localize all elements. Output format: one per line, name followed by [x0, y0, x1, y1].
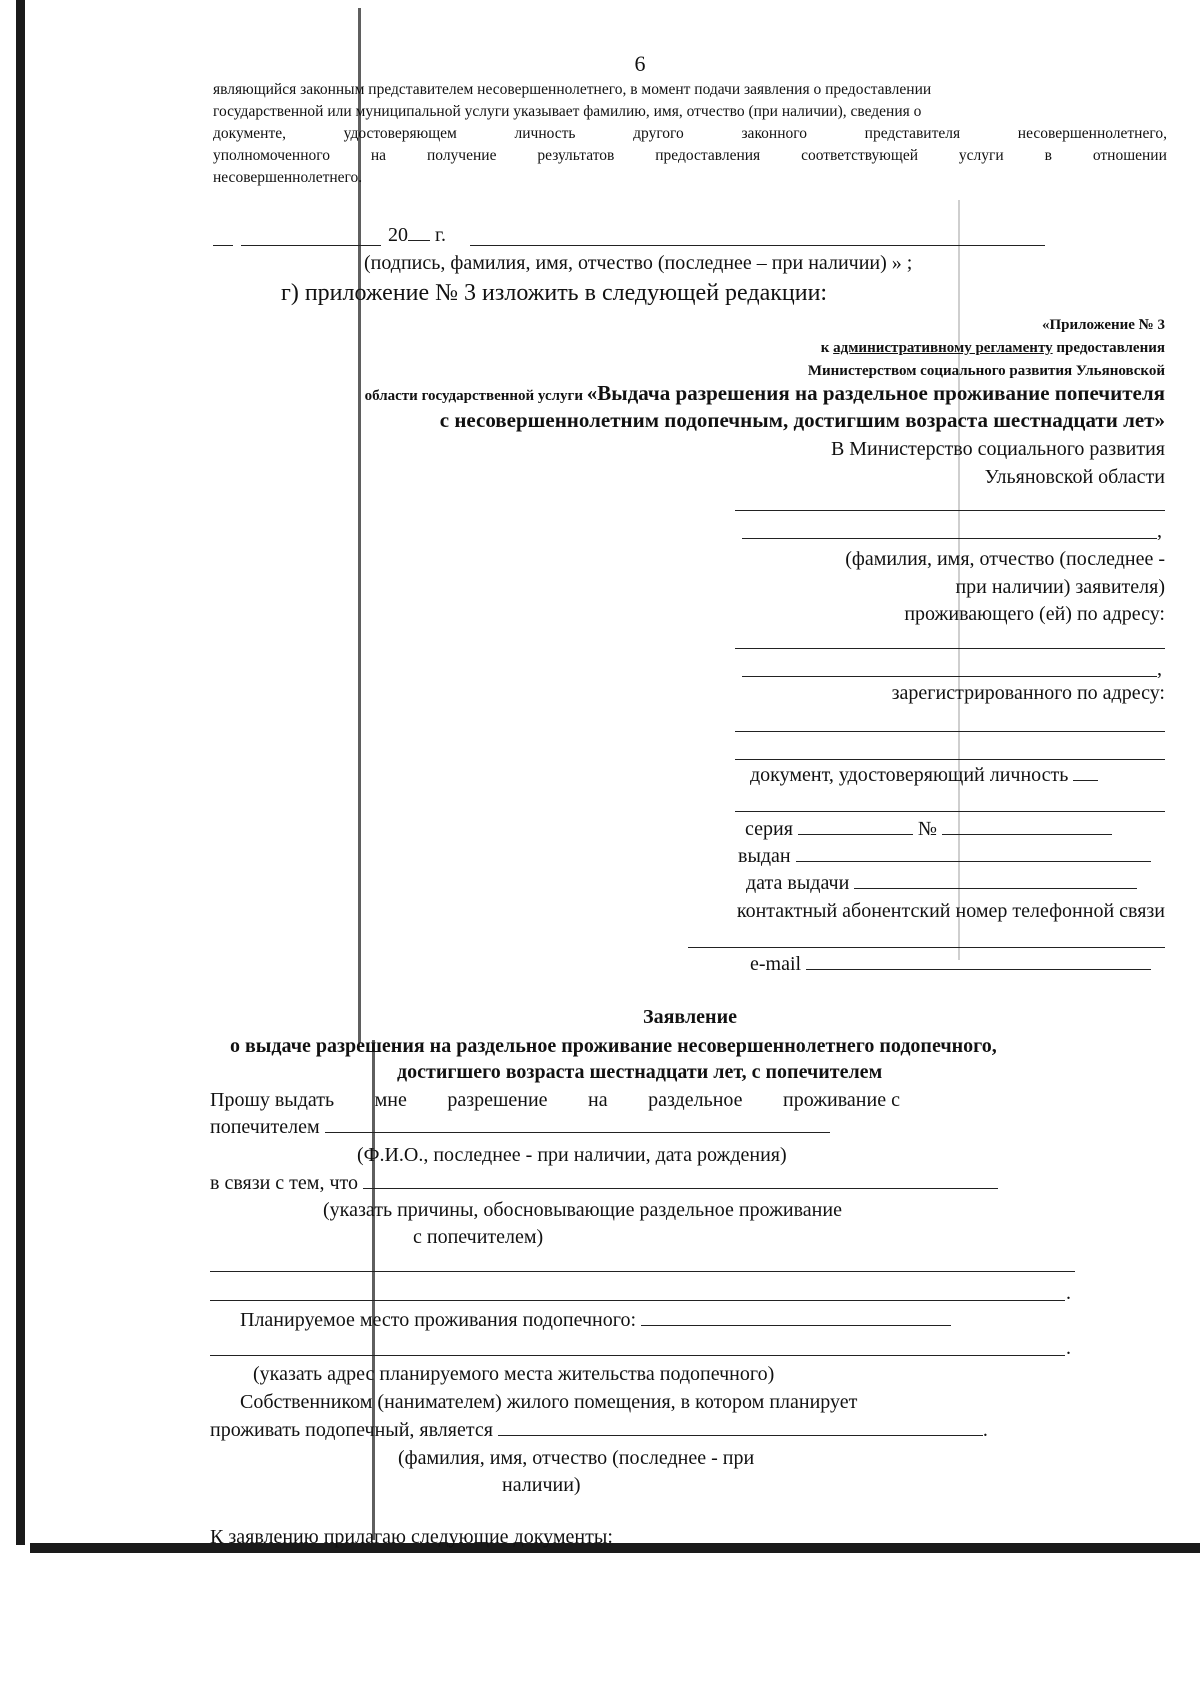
planned-place-row: Планируемое место проживания подопечного: — [240, 1307, 951, 1334]
signature-year: 20 г. — [388, 224, 446, 246]
comma-2: , — [1157, 658, 1162, 680]
comma-1: , — [1157, 520, 1162, 542]
reason-caption-1: (указать причины, обосновывающие раздельное проживание — [323, 1199, 842, 1221]
id-document-label: документ, удостоверяющий личность — [750, 762, 1098, 789]
registered-label: зарегистрированного по адресу: — [891, 682, 1165, 704]
scan-bottom-edge — [30, 1543, 1200, 1553]
phone-line — [688, 947, 1165, 948]
residing-label: проживающего (ей) по адресу: — [904, 603, 1165, 625]
intro-word: законного — [741, 125, 807, 142]
appendix-service-name-cont: с несовершеннолетним подопечным, достигшим возраста шестнадцати лет» — [439, 408, 1165, 432]
planned-place-line — [210, 1355, 1065, 1356]
request-line — [210, 1087, 900, 1114]
owner-line: Собственником (нанимателем) жилого помещения, в котором планирует — [240, 1391, 858, 1413]
request-word: проживание с — [783, 1089, 900, 1111]
statement-title: Заявление — [643, 1006, 737, 1028]
intro-word: соответствующей — [801, 147, 918, 164]
intro-word: являющийся законным представителем несовершеннолетнего, в момент подачи заявления о предоставлении — [213, 81, 932, 98]
intro-word: услуги — [958, 147, 1004, 164]
intro-word: в — [1044, 147, 1052, 164]
id-document-line — [735, 811, 1165, 812]
applicant-caption-2: при наличии) заявителя) — [955, 576, 1165, 598]
intro-word: личность — [514, 125, 576, 142]
request-word: Прошу выдать — [210, 1089, 335, 1111]
intro-line — [213, 123, 1167, 145]
recipient-ministry: В Министерство социального развития — [830, 438, 1165, 460]
signature-blank-month — [241, 245, 381, 246]
guardian-caption: (Ф.И.О., последнее - при наличии, дата рождения) — [357, 1144, 787, 1166]
appendix-regulation: к административному регламенту предоставления — [820, 340, 1165, 356]
guardian-row: попечителем — [210, 1114, 830, 1141]
intro-line — [213, 167, 1167, 189]
intro-word: на — [370, 147, 387, 164]
request-word: на — [588, 1089, 608, 1111]
attachments-label: К заявлению прилагаю следующие документы: — [210, 1526, 613, 1548]
intro-line — [213, 145, 1167, 167]
registered-line-2 — [735, 759, 1165, 760]
intro-word: государственной или муниципальной услуги указывает фамилию, имя, отчество (при наличии), сведения о — [213, 103, 922, 120]
intro-line — [213, 101, 1167, 123]
planned-caption: (указать адрес планируемого места жительства подопечного) — [253, 1363, 775, 1385]
statement-subtitle-1: о выдаче разрешения на раздельное проживание несовершеннолетнего подопечного, — [230, 1035, 997, 1057]
intro-word: предоставления — [655, 147, 761, 164]
signature-blank-day — [213, 245, 233, 246]
signature-blank-name — [470, 245, 1045, 246]
registered-line-1 — [735, 731, 1165, 732]
page-number: 6 — [634, 51, 646, 76]
email-row: e-mail — [750, 951, 1151, 978]
phone-label: контактный абонентский номер телефонной связи — [736, 900, 1165, 922]
period-2: . — [1066, 1337, 1071, 1359]
appendix-title: «Приложение № 3 — [1041, 317, 1165, 333]
recipient-region: Ульяновской области — [984, 466, 1165, 488]
intro-word: несовершеннолетнего. — [213, 169, 363, 186]
reason-line-2 — [210, 1300, 1065, 1301]
request-word: раздельное — [648, 1089, 743, 1111]
owner-row: проживать подопечный, является . — [210, 1419, 988, 1441]
intro-word: результатов — [537, 147, 615, 164]
issue-date-row: дата выдачи — [746, 870, 1137, 897]
statement-subtitle-2: достигшего возраста шестнадцати лет, с попечителем — [397, 1061, 883, 1083]
intro-word: документе, — [213, 125, 287, 142]
applicant-caption-1: (фамилия, имя, отчество (последнее - — [845, 548, 1165, 570]
intro-word: представителя — [864, 125, 961, 142]
applicant-name-line-1 — [735, 510, 1165, 511]
reason-line-1 — [210, 1271, 1075, 1272]
intro-word: другого — [633, 125, 684, 142]
residing-line-2 — [742, 676, 1157, 677]
reason-caption-2: с попечителем) — [413, 1226, 544, 1248]
reason-row: в связи с тем, что — [210, 1170, 998, 1197]
period-1: . — [1066, 1282, 1071, 1304]
scan-left-edge — [16, 0, 25, 1545]
appendix-service-name: области государственной услуги «Выдача разрешения на раздельное проживание попечителя — [364, 381, 1165, 405]
intro-line — [213, 79, 1167, 101]
issued-row: выдан — [738, 843, 1151, 870]
request-word: мне — [374, 1089, 407, 1111]
intro-word: несовершеннолетнего, — [1017, 125, 1167, 142]
appendix-ministry: Министерством социального развития Ульяновской — [807, 363, 1165, 379]
intro-word: удостоверяющем — [343, 125, 457, 142]
intro-paragraph — [213, 79, 1167, 189]
residing-line-1 — [735, 648, 1165, 649]
request-word: разрешение — [447, 1089, 548, 1111]
series-row: серия № — [745, 816, 1112, 843]
intro-word: уполномоченного — [213, 147, 330, 164]
owner-caption-2: наличии) — [502, 1474, 581, 1496]
signature-caption: (подпись, фамилия, имя, отчество (последнее – при наличии) » ; — [364, 252, 913, 274]
amendment-line: г) приложение № 3 изложить в следующей редакции: — [281, 280, 828, 306]
owner-caption-1: (фамилия, имя, отчество (последнее - при — [398, 1447, 755, 1469]
intro-word: отношении — [1092, 147, 1167, 164]
applicant-name-line-2 — [742, 538, 1157, 539]
intro-word: получение — [426, 147, 497, 164]
